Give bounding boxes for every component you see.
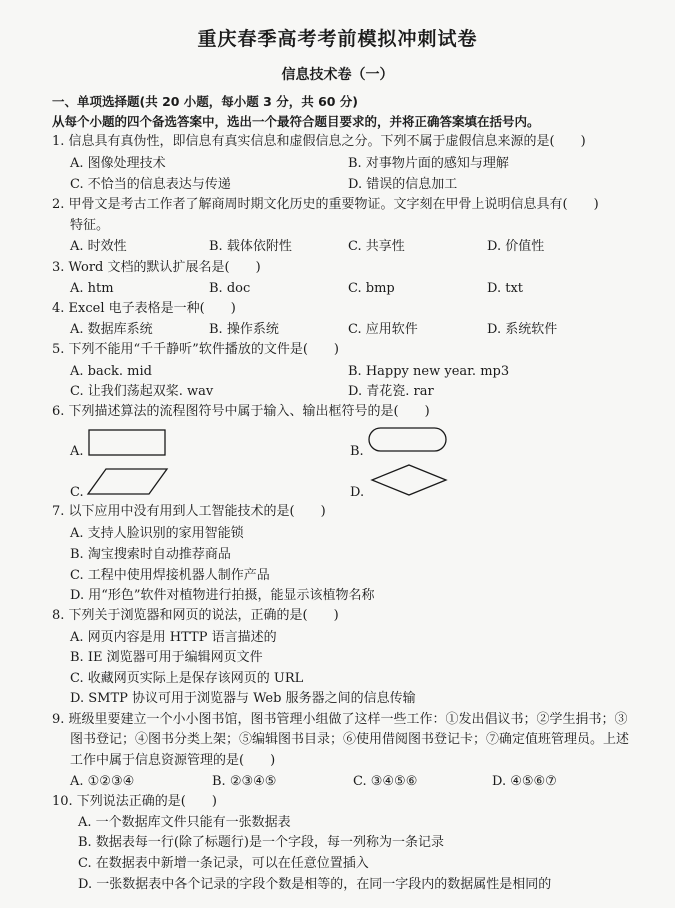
q4-option-d: D. 系统软件	[487, 322, 558, 337]
q1-option-a: A. 图像处理技术	[70, 156, 166, 171]
terminal-rounded-shape	[368, 427, 448, 453]
q10-stem: 10. 下列说法正确的是( )	[52, 794, 217, 809]
q10-option-d: D. 一张数据表中各个记录的字段个数是相等的，在同一字段内的数据属性是相同的	[78, 877, 552, 892]
io-parallelogram-shape	[86, 467, 170, 497]
q5-stem: 5. 下列不能用“千千静听”软件播放的文件是( )	[52, 342, 339, 357]
q4-option-b: B. 操作系统	[209, 322, 279, 337]
q10-option-c: C. 在数据表中新增一条记录，可以在任意位置插入	[78, 856, 369, 871]
q7-option-c: C. 工程中使用焊接机器人制作产品	[70, 568, 270, 583]
q1-option-d: D. 错误的信息加工	[348, 177, 458, 192]
q6-option-c: C.	[70, 485, 84, 500]
q2-option-c: C. 共享性	[348, 239, 405, 254]
q10-option-b: B. 数据表每一行(除了标题行)是一个字段，每一列称为一条记录	[78, 835, 444, 850]
q5-option-d: D. 青花瓷. rar	[348, 384, 434, 399]
q3-stem: 3. Word 文档的默认扩展名是( )	[52, 260, 261, 275]
q9-option-a: A. ①②③④	[70, 774, 135, 789]
q7-stem: 7. 以下应用中没有用到人工智能技术的是( )	[52, 504, 326, 519]
q2-stem-cont: 特征。	[70, 218, 110, 233]
q9-stem-cont2: 工作中属于信息资源管理的是( )	[70, 753, 276, 768]
q1-option-b: B. 对事物片面的感知与理解	[348, 156, 509, 171]
q9-stem-cont1: 图书登记；④图书分类上架；⑤编辑图书目录；⑥使用借阅图书登记卡；⑦确定值班管理员。上述	[70, 732, 630, 747]
section-instruction: 从每个小题的四个备选答案中，选出一个最符合题目要求的，并将正确答案填在括号内。	[52, 114, 540, 129]
q4-stem: 4. Excel 电子表格是一种( )	[52, 301, 236, 316]
q2-option-a: A. 时效性	[70, 239, 127, 254]
exam-title: 重庆春季高考考前模拟冲刺试卷	[197, 28, 478, 50]
q3-option-b: B. doc	[209, 281, 251, 296]
q4-option-c: C. 应用软件	[348, 322, 418, 337]
q7-option-d: D. 用“形色”软件对植物进行拍摄，能显示该植物名称	[70, 588, 375, 603]
q9-stem: 9. 班级里要建立一个小小图书馆，图书管理小组做了这样一些工作：①发出倡议书；②学生捐书；③	[52, 712, 628, 727]
q8-option-a: A. 网页内容是用 HTTP 语言描述的	[70, 630, 277, 645]
q7-option-a: A. 支持人脸识别的家用智能锁	[70, 526, 244, 541]
q5-option-b: B. Happy new year. mp3	[348, 364, 510, 379]
q8-option-c: C. 收藏网页实际上是保存该网页的 URL	[70, 671, 304, 686]
q6-stem: 6. 下列描述算法的流程图符号中属于输入、输出框符号的是( )	[52, 404, 430, 419]
q6-option-d: D.	[350, 485, 365, 500]
q6-option-a: A.	[70, 444, 84, 459]
q9-option-d: D. ④⑤⑥⑦	[492, 774, 557, 789]
q8-option-d: D. SMTP 协议可用于浏览器与 Web 服务器之间的信息传输	[70, 691, 416, 706]
q1-option-c: C. 不恰当的信息表达与传递	[70, 177, 231, 192]
q8-option-b: B. IE 浏览器可用于编辑网页文件	[70, 650, 263, 665]
q7-option-b: B. 淘宝搜索时自动推荐商品	[70, 547, 231, 562]
q9-option-b: B. ②③④⑤	[212, 774, 277, 789]
exam-subtitle: 信息技术卷（一）	[281, 67, 394, 83]
q3-option-c: C. bmp	[348, 281, 395, 296]
q10-option-a: A. 一个数据库文件只能有一张数据表	[78, 815, 291, 830]
q2-option-d: D. 价值性	[487, 239, 545, 254]
q1-stem: 1. 信息具有真伪性，即信息有真实信息和虚假信息之分。下列不属于虚假信息来源的是( )	[52, 134, 586, 149]
q2-stem: 2. 甲骨文是考古工作者了解商周时期文化历史的重要物证。文字刻在甲骨上说明信息具有( )	[52, 197, 599, 212]
q3-option-d: D. txt	[487, 281, 524, 296]
q3-option-a: A. htm	[70, 281, 114, 296]
q4-option-a: A. 数据库系统	[70, 322, 153, 337]
section-heading: 一、单项选择题(共 20 小题，每小题 3 分，共 60 分)	[52, 94, 359, 109]
q2-option-b: B. 载体依附性	[209, 239, 292, 254]
q9-option-c: C. ③④⑤⑥	[353, 774, 418, 789]
q5-option-a: A. back. mid	[70, 364, 152, 379]
decision-diamond-shape	[370, 463, 448, 497]
q8-stem: 8. 下列关于浏览器和网页的说法，正确的是( )	[52, 608, 339, 623]
q6-option-b: B.	[350, 444, 364, 459]
q5-option-c: C. 让我们荡起双桨. wav	[70, 384, 214, 399]
process-rectangle-shape	[88, 429, 168, 457]
